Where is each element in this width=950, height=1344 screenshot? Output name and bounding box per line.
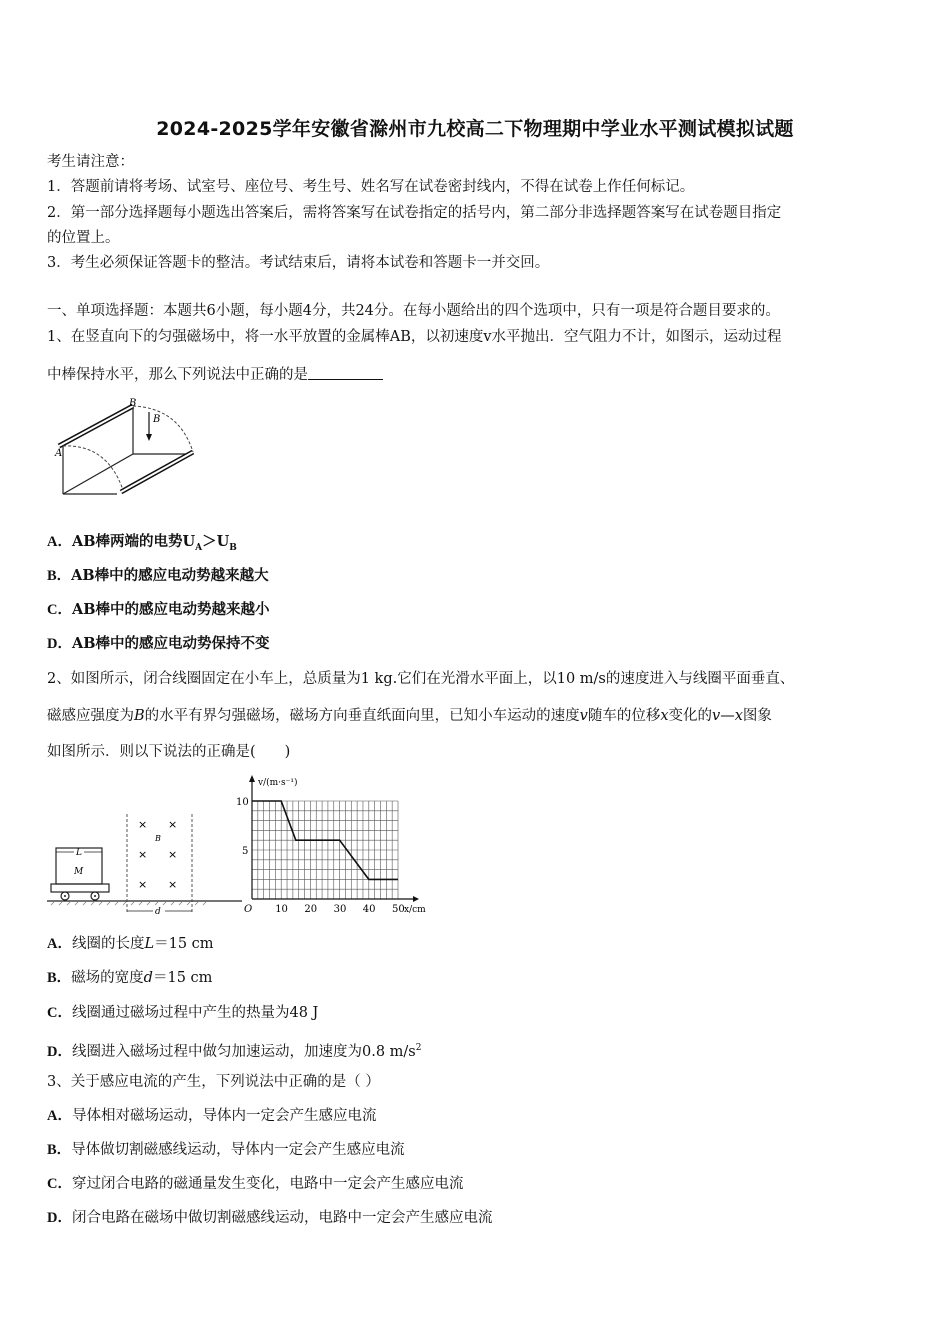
q2-stem-part4: 变化的 bbox=[668, 708, 713, 724]
notice-item-1: 1．答题前请将考场、试室号、座位号、考生号、姓名写在试卷密封线内，不得在试卷上作任何标记。 bbox=[47, 179, 695, 195]
q1-label-a: A bbox=[55, 448, 63, 459]
q2-label-l: L bbox=[76, 848, 82, 858]
q3-option-d-text: 闭合电路在磁场中做切割磁感线运动，电路中一定会产生感应电流 bbox=[71, 1210, 493, 1226]
notice-heading: 考生请注意： bbox=[47, 154, 134, 170]
chart-x-tick-label: 50 bbox=[392, 904, 405, 915]
chart-x-tick-label: 20 bbox=[304, 904, 318, 915]
q2-stem-v: v bbox=[579, 708, 588, 724]
q3-option-c-text: 穿过闭合电路的磁通量发生变化，电路中一定会产生感应电流 bbox=[71, 1176, 464, 1192]
q2-option-a bbox=[47, 934, 214, 954]
q2-option-a-value: ＝15 cm bbox=[154, 936, 214, 952]
q1-option-c-text: AB棒中的感应电动势越来越小 bbox=[71, 601, 270, 618]
chart-y-tick-label: 10 bbox=[236, 797, 249, 808]
q3-option-b-text: 导体做切割磁感线运动，导体内一定会产生感应电流 bbox=[71, 1142, 405, 1158]
q2-stem-b: B bbox=[134, 708, 145, 724]
page-title: 2024-2025学年安徽省滁州市九校高二下物理期中学业水平测试模拟试题 bbox=[156, 118, 794, 140]
q1-option-c-letter: C． bbox=[47, 602, 72, 618]
q1-option-d-text: AB棒中的感应电动势保持不变 bbox=[71, 635, 270, 652]
q1-option-a-mid: ＞U bbox=[202, 533, 230, 550]
q3-stem: 3、关于感应电流的产生，下列说法中正确的是（ ） bbox=[47, 1074, 380, 1090]
q2-stem-line3: 如图所示．则以下说法的正确是( ) bbox=[47, 744, 291, 760]
q2-option-b bbox=[47, 968, 212, 988]
q1-option-b-letter: B． bbox=[47, 568, 72, 584]
q1-option-a-sub2: B bbox=[229, 542, 237, 553]
q1-stem-line1: 1、在竖直向下的匀强磁场中，将一水平放置的金属棒AB，以初速度v水平抛出．空气阻力不计，如图示，运动过程 bbox=[47, 329, 782, 345]
q2-option-a-var: L bbox=[144, 936, 155, 952]
q1-figure bbox=[47, 394, 207, 499]
q3-option-b bbox=[47, 1140, 405, 1160]
q1-label-field: B bbox=[153, 414, 161, 425]
chart-x-tick-label: 30 bbox=[333, 904, 347, 915]
chart-x-tick-label: 10 bbox=[275, 904, 288, 915]
chart-xlabel: x/cm bbox=[404, 905, 426, 915]
q2-field-cross: × bbox=[168, 878, 178, 891]
q2-option-d-sup: 2 bbox=[415, 1043, 422, 1053]
q1-option-d bbox=[47, 634, 270, 654]
q1-stem-text: 中棒保持水平，那么下列说法中正确的是 bbox=[47, 367, 308, 383]
q2-stem-line1: 2、如图所示，闭合线圈固定在小车上，总质量为1 kg.它们在光滑水平面上，以10 m/s的速度进入与线圈平面垂直、 bbox=[47, 671, 795, 687]
q2-field-cross: × bbox=[138, 818, 148, 831]
q3-option-c bbox=[47, 1174, 463, 1194]
q3-option-a bbox=[47, 1106, 376, 1126]
chart-ylabel: v/(m·s⁻¹) bbox=[258, 778, 298, 788]
q1-option-c bbox=[47, 600, 270, 620]
q2-stem-part1: 磁感应强度为 bbox=[47, 708, 134, 724]
q2-stem-part3: 随车的位移 bbox=[587, 708, 661, 724]
q2-label-b: B bbox=[155, 834, 161, 843]
q3-option-d-letter: D． bbox=[47, 1210, 72, 1226]
q2-option-b-letter: B． bbox=[47, 970, 72, 986]
q1-option-b bbox=[47, 566, 269, 586]
q2-option-c bbox=[47, 1003, 318, 1023]
q1-option-a-sub1: A bbox=[195, 542, 203, 553]
section-heading: 一、单项选择题：本题共6小题，每小题4分，共24分。在每小题给出的四个选项中，只有一项是符合题目要求的。 bbox=[47, 303, 780, 319]
q2-option-b-value: ＝15 cm bbox=[152, 970, 213, 986]
q1-stem-line2 bbox=[47, 365, 383, 385]
q2-option-a-text: 线圈的长度 bbox=[71, 936, 145, 952]
q1-option-b-text: AB棒中的感应电动势越来越大 bbox=[71, 567, 269, 584]
q2-option-d bbox=[47, 1038, 421, 1062]
q1-option-a-text: AB棒两端的电势U bbox=[71, 533, 196, 550]
q3-option-a-text: 导体相对磁场运动，导体内一定会产生感应电流 bbox=[71, 1108, 377, 1124]
chart-tick-labels bbox=[236, 797, 405, 915]
q3-option-c-letter: C． bbox=[47, 1176, 72, 1192]
chart-x-tick-label: 40 bbox=[362, 904, 376, 915]
notice-item-3: 3．考生必须保证答题卡的整洁。考试结束后，请将本试卷和答题卡一并交回。 bbox=[47, 255, 550, 271]
q2-stem-vx: v—x bbox=[712, 708, 743, 724]
q2-option-b-var: d bbox=[143, 970, 153, 986]
q2-stem-line2 bbox=[47, 706, 772, 726]
chart-origin-label: O bbox=[244, 904, 253, 915]
q1-option-a bbox=[47, 532, 237, 558]
q2-cart-figure bbox=[47, 808, 242, 920]
q3-option-d bbox=[47, 1208, 492, 1228]
q2-option-b-text: 磁场的宽度 bbox=[71, 970, 144, 986]
q3-option-b-letter: B． bbox=[47, 1142, 72, 1158]
q2-label-d: d bbox=[155, 907, 161, 917]
q1-label-b: B bbox=[129, 398, 137, 409]
chart-y-axis-arrow bbox=[249, 775, 255, 782]
q2-stem-x: x bbox=[660, 708, 669, 724]
chart-x-axis-arrow bbox=[413, 896, 419, 902]
q2-stem-part2: 的水平有界匀强磁场，磁场方向垂直纸面向里，已知小车运动的速度 bbox=[144, 708, 580, 724]
q2-option-a-letter: A． bbox=[47, 936, 72, 952]
chart-y-tick-label: 5 bbox=[242, 846, 249, 857]
q2-field-cross: × bbox=[138, 848, 148, 861]
notice-item-2-cont: 的位置上。 bbox=[47, 230, 120, 246]
q2-option-d-text: 线圈进入磁场过程中做匀加速运动，加速度为0.8 m/s bbox=[71, 1043, 416, 1060]
q1-option-a-letter: A． bbox=[47, 534, 72, 550]
q1-option-d-letter: D． bbox=[47, 636, 72, 652]
q2-stem-part5: 图象 bbox=[742, 708, 772, 724]
q2-option-c-text: 线圈通过磁场过程中产生的热量为48 J bbox=[71, 1005, 319, 1021]
q2-option-c-letter: C． bbox=[47, 1005, 72, 1021]
q2-label-m: M bbox=[74, 867, 84, 877]
q2-vx-chart bbox=[228, 772, 438, 920]
q2-field-cross: × bbox=[138, 878, 148, 891]
notice-item-2: 2．第一部分选择题每小题选出答案后，需将答案写在试卷指定的括号内，第二部分非选择题答案写在试卷题目指定 bbox=[47, 205, 782, 221]
q2-field-cross: × bbox=[168, 818, 178, 831]
q2-field-cross: × bbox=[168, 848, 178, 861]
q2-option-d-letter: D． bbox=[47, 1043, 72, 1060]
chart-grid bbox=[252, 801, 398, 899]
q1-answer-blank bbox=[308, 366, 383, 380]
q3-option-a-letter: A． bbox=[47, 1108, 72, 1124]
